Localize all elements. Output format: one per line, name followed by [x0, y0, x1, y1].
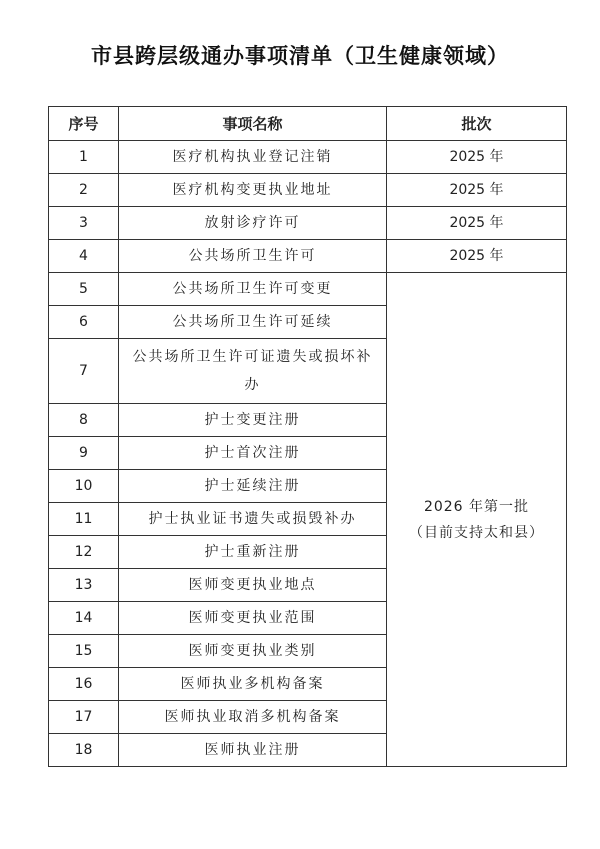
row-name: 医疗机构执业登记注销	[119, 141, 387, 174]
header-name: 事项名称	[119, 107, 387, 141]
row-name: 医师变更执业地点	[119, 569, 387, 602]
row-name: 护士执业证书遗失或损毁补办	[119, 503, 387, 536]
row-batch: 2025 年	[387, 207, 567, 240]
merged-batch-line1: 2026 年第一批	[423, 498, 530, 515]
row-name: 医师变更执业范围	[119, 602, 387, 635]
row-index: 6	[49, 306, 119, 339]
row-name: 护士延续注册	[119, 470, 387, 503]
row-batch: 2025 年	[387, 174, 567, 207]
row-index: 17	[49, 701, 119, 734]
row-name: 医师执业注册	[119, 734, 387, 767]
row-index: 11	[49, 503, 119, 536]
merged-batch-cell	[387, 273, 567, 767]
header-index: 序号	[49, 107, 119, 141]
row-name: 护士首次注册	[119, 437, 387, 470]
row-index: 14	[49, 602, 119, 635]
row-index: 15	[49, 635, 119, 668]
page-title: 市县跨层级通办事项清单（卫生健康领域）	[91, 43, 509, 68]
table-header-row	[49, 107, 567, 141]
row-name: 医师变更执业类别	[119, 635, 387, 668]
row-index: 13	[49, 569, 119, 602]
row-index: 10	[49, 470, 119, 503]
row-index: 18	[49, 734, 119, 767]
table-row	[49, 174, 567, 207]
row-index: 2	[49, 174, 119, 207]
row-name: 公共场所卫生许可	[119, 240, 387, 273]
header-batch: 批次	[387, 107, 567, 141]
row-index: 1	[49, 141, 119, 174]
row-name: 医疗机构变更执业地址	[119, 174, 387, 207]
row-name: 公共场所卫生许可延续	[119, 306, 387, 339]
row-batch: 2025 年	[387, 240, 567, 273]
merged-batch-line2: （目前支持太和县）	[409, 524, 544, 541]
table-row	[49, 207, 567, 240]
row-index: 4	[49, 240, 119, 273]
row-name: 医师执业取消多机构备案	[119, 701, 387, 734]
table-row	[49, 141, 567, 174]
row-name: 公共场所卫生许可证遗失或损坏补办	[119, 339, 387, 404]
row-index: 9	[49, 437, 119, 470]
row-batch: 2025 年	[387, 141, 567, 174]
row-index: 5	[49, 273, 119, 306]
row-index: 8	[49, 404, 119, 437]
row-name: 护士重新注册	[119, 536, 387, 569]
row-name: 医师执业多机构备案	[119, 668, 387, 701]
row-index: 3	[49, 207, 119, 240]
item-list-table	[48, 106, 567, 767]
row-index: 16	[49, 668, 119, 701]
row-name: 公共场所卫生许可变更	[119, 273, 387, 306]
row-name: 护士变更注册	[119, 404, 387, 437]
row-index: 7	[49, 339, 119, 404]
row-index: 12	[49, 536, 119, 569]
row-name: 放射诊疗许可	[119, 207, 387, 240]
table-row	[49, 273, 567, 306]
table-row	[49, 240, 567, 273]
